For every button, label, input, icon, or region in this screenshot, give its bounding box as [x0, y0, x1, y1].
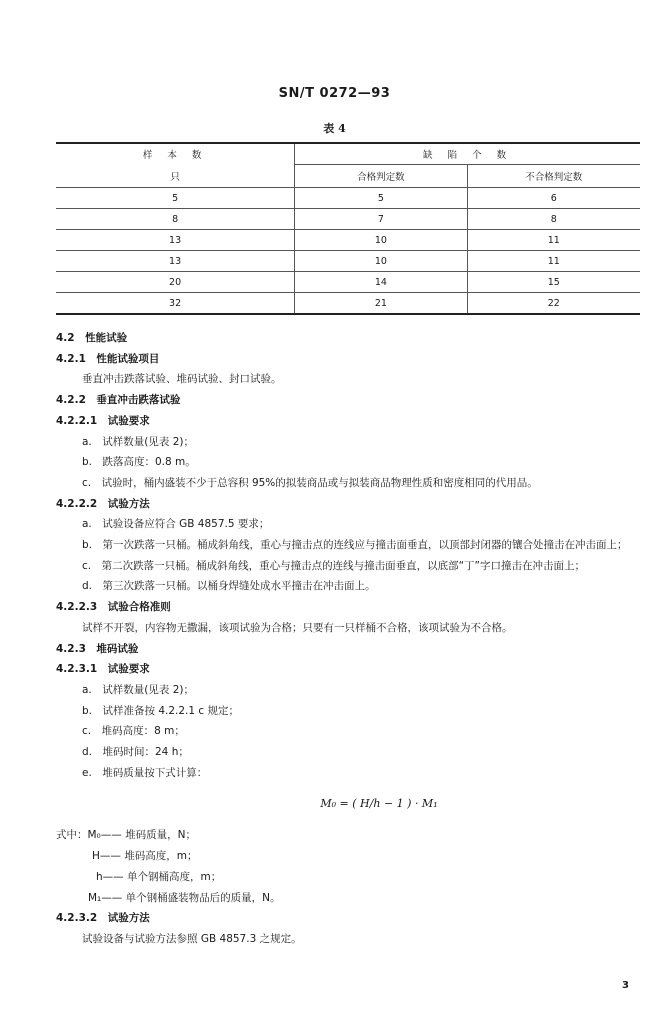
list-item-d: d. 第三次跌落一只桶。以桶身焊缝处成水平撞击在冲击面上。 [82, 580, 376, 593]
list-item-b: b. 第一次跌落一只桶。桶成斜角线，重心与撞击点的连线应与撞击面垂直，以顶部封闭器的镶合处撞击在冲击面上； [82, 539, 628, 552]
cell-accept: 7 [295, 209, 467, 230]
cell-reject: 11 [467, 251, 640, 272]
cell-reject: 15 [467, 272, 640, 293]
col-defect-group-header: 缺 陷 个 数 [295, 143, 640, 165]
table-row [56, 251, 640, 272]
section-heading-4-2-2-2: 4.2.2.2 试验方法 [56, 497, 150, 510]
document-body [56, 328, 642, 950]
table-row [56, 230, 640, 251]
table-row [56, 209, 640, 230]
stacking-mass-formula: M₀ = ( H/h − 1 ) · M₁ [320, 797, 438, 811]
table-title: 表 4 [323, 122, 346, 135]
cell-sample: 32 [56, 293, 295, 315]
paragraph-test-method: 试验设备与试验方法参照 GB 4857.3 之规定。 [82, 932, 302, 945]
page-number: 3 [622, 980, 629, 991]
section-heading-4-2: 4.2 性能试验 [56, 332, 128, 344]
defect-table [56, 142, 640, 315]
cell-reject: 6 [467, 188, 640, 209]
cell-accept: 21 [295, 293, 467, 315]
cell-reject: 11 [467, 230, 640, 251]
list-item-d: d. 堆码时间：24 h； [82, 746, 189, 759]
formula-definition-m1: M₁—— 单个钢桶盛装物品后的质量，N。 [88, 891, 281, 904]
cell-accept: 10 [295, 230, 467, 251]
section-heading-4-2-3-1: 4.2.3.1 试验要求 [56, 663, 150, 676]
list-item-b: b. 跌落高度：0.8 m。 [82, 456, 196, 469]
cell-sample: 8 [56, 209, 295, 230]
cell-sample: 5 [56, 188, 295, 209]
section-heading-4-2-1: 4.2.1 性能试验项目 [56, 352, 160, 365]
section-heading-4-2-3-2: 4.2.3.2 试验方法 [56, 912, 150, 925]
section-heading-4-2-3: 4.2.3 堆码试验 [56, 642, 139, 655]
formula-definition-h-upper: H—— 堆码高度，m； [92, 850, 198, 863]
formula-definition-h-lower: h—— 单个钢桶高度，m； [96, 870, 222, 883]
cell-sample: 13 [56, 251, 295, 272]
list-item-c: c. 堆码高度：8 m； [82, 725, 185, 738]
table-header-row [56, 143, 640, 165]
table-row [56, 293, 640, 315]
cell-reject: 22 [467, 293, 640, 315]
list-item-a: a. 试验设备应符合 GB 4857.5 要求； [82, 518, 270, 531]
table-row [56, 272, 640, 293]
cell-sample: 13 [56, 230, 295, 251]
list-item-a: a. 试样数量(见表 2)； [82, 435, 194, 448]
cell-reject: 8 [467, 209, 640, 230]
list-item-c: c. 第二次跌落一只桶。桶成斜角线，重心与撞击点的连线与撞击面垂直，以底部“丁”字口撞击在冲击面上； [82, 559, 585, 572]
cell-accept: 14 [295, 272, 467, 293]
col-sample-header: 样 本 数 [56, 143, 295, 165]
list-item-b: b. 试样准备按 4.2.2.1 c 规定； [82, 704, 240, 717]
list-item-e: e. 堆码质量按下式计算： [82, 766, 208, 779]
list-item-a: a. 试样数量(见表 2)； [82, 683, 194, 696]
col-accept-header: 合格判定数 [295, 165, 467, 188]
col-reject-header: 不合格判定数 [467, 165, 640, 188]
table-subheader-row [56, 165, 640, 188]
paragraph-acceptance: 试样不开裂，内容物无撒漏，该项试验为合格；只要有一只样桶不合格，该项试验为不合格。 [82, 621, 513, 634]
section-heading-4-2-2-3: 4.2.2.3 试验合格准则 [56, 601, 171, 614]
section-heading-4-2-2: 4.2.2 垂直冲击跌落试验 [56, 394, 181, 407]
paragraph-test-items: 垂直冲击跌落试验、堆码试验、封口试验。 [82, 373, 282, 386]
cell-sample: 20 [56, 272, 295, 293]
cell-accept: 5 [295, 188, 467, 209]
formula-definition-m0: 式中：M₀—— 堆码质量，N； [56, 829, 196, 842]
section-heading-4-2-2-1: 4.2.2.1 试验要求 [56, 414, 150, 427]
cell-accept: 10 [295, 251, 467, 272]
table-row [56, 188, 640, 209]
standard-code-header: SN/T 0272—93 [278, 86, 391, 101]
col-sample-unit: 只 [56, 165, 295, 188]
list-item-c: c. 试验时，桶内盛装不少于总容积 95%的拟装商品或与拟装商品物理性质和密度相同的代用品。 [82, 476, 538, 489]
